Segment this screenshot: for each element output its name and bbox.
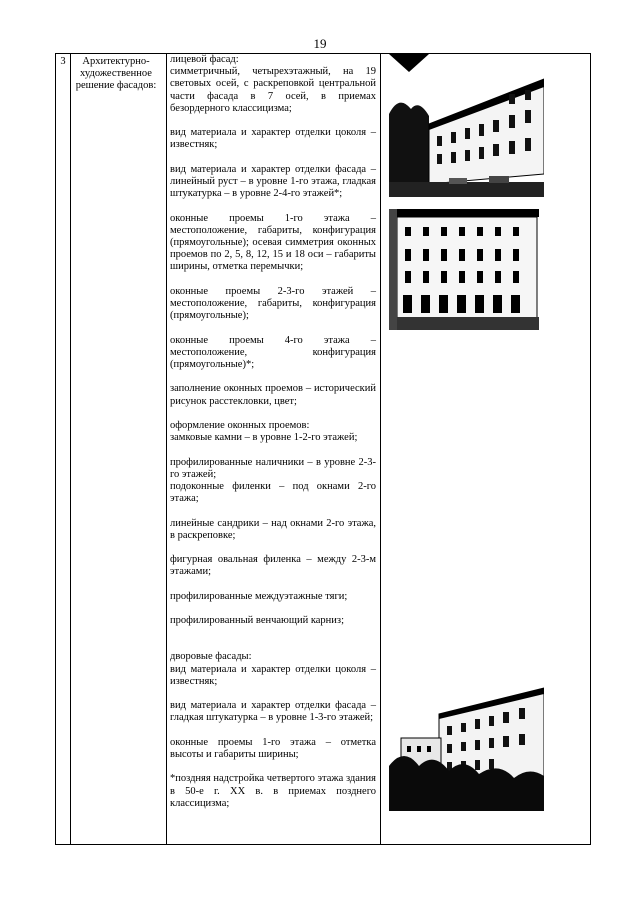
section-title: Архитектурно-художественное решение фасадов: [75,56,157,91]
photo-facade-street-view [389,54,544,197]
description-item: оконные проемы 1-го этажа – местоположение, габариты, конфигурация (прямоугольные); осевая симметрия оконных проемов по 2, 5, 8, 12, 15 и 18 оси – габариты ширины, отметка перемычки; [170,212,376,273]
description-item: лицевой фасад: симметричный, четырехэтажный, на 19 световых осей, с раскреповкой центральной части фасада в 7 осей, в приемах безордерного классицизма; [170,54,376,114]
description-item: профилированные наличники – в уровне 2-3-го этажей; подоконные филенки – под окнами 2-го этажа; [170,456,376,505]
description-item: профилированный венчающий карниз; [170,615,344,627]
description-item: вид материала и характер отделки фасада – линейный руст – в уровне 1-го этажа, гладкая штукатурка – в уровне 2-4-го этажей*; [170,163,376,200]
description-item: оконные проемы 2-3-го этажей – местоположение, габариты, конфигурация (прямоугольные); [170,285,376,322]
description-item: дворовые фасады: вид материала и характер отделки цоколя – известняк; [170,651,376,687]
description-item: заполнение оконных проемов – исторический рисунок расстекловки, цвет; [170,383,376,407]
description-item: фигурная овальная филенка – между 2-3-м этажами; [170,554,376,578]
row-number: 3 [60,56,66,67]
description-item: профилированные междуэтажные тяги; [170,590,348,602]
description-item: оконные проемы 4-го этажа – местоположение, конфигурация (прямоугольные)*; [170,334,376,370]
description-column [170,54,376,822]
page-number: 19 [313,36,327,51]
description-item: *поздняя надстройка четвертого этажа здания в 50-е г. XX в. в приемах позднего классицизма; [170,773,376,809]
description-item: оконные проемы 1-го этажа – отметка высоты и габариты ширины; [170,736,376,760]
attribute-table [55,53,591,845]
description-item: оформление оконных проемов: замковые камни – в уровне 1-2-го этажей; [170,419,358,444]
description-item: вид материала и характер отделки цоколя – известняк; [170,127,376,151]
photo-courtyard-facade [389,686,544,811]
table-column-divider [70,54,71,844]
photo-facade-front-view [389,209,539,330]
description-item: вид материала и характер отделки фасада – гладкая штукатурка – в уровне 1-3-го этажей; [170,700,376,724]
table-column-divider [166,54,167,844]
table-column-divider [380,54,381,844]
description-item: линейные сандрики – над окнами 2-го этажа, в раскреповке; [170,517,376,541]
